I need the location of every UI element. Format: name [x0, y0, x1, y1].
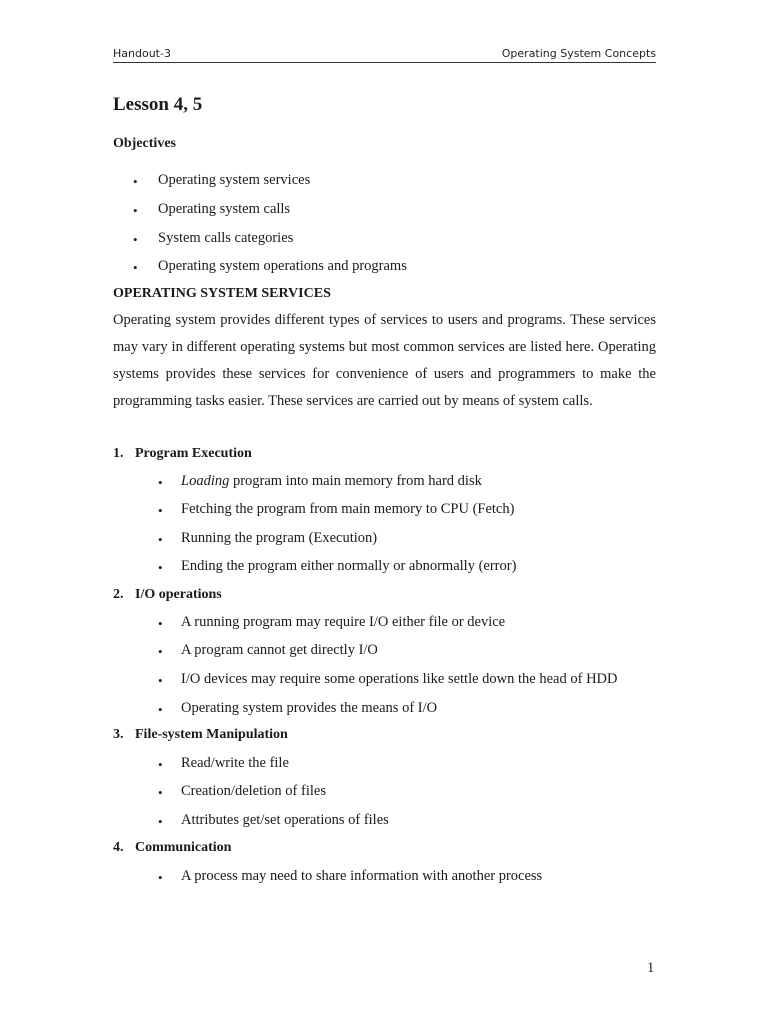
bullet-icon: • — [158, 644, 163, 659]
subsection-title: Communication — [135, 840, 232, 855]
bullet-icon: • — [133, 174, 138, 189]
bullet-icon: • — [158, 757, 163, 772]
objective-item: Operating system calls — [158, 201, 291, 217]
bullet-icon: • — [158, 870, 163, 885]
list-item: A running program may require I/O either file or device — [181, 614, 506, 630]
list-item: I/O devices may require some operations like settle down the head of HDD — [181, 671, 618, 687]
header-right-text: Operating System Concepts — [501, 47, 656, 60]
page-number: 1 — [647, 960, 655, 976]
bullet-icon: • — [133, 232, 138, 247]
list-item: Running the program (Execution) — [181, 530, 378, 546]
list-item: Fetching the program from main memory to CPU (Fetch) — [181, 501, 515, 517]
bullet-icon: • — [158, 673, 163, 688]
list-item: Operating system provides the means of I/O — [181, 700, 438, 716]
objective-item: System calls categories — [158, 230, 294, 246]
bullet-icon: • — [158, 532, 163, 547]
list-item: A process may need to share information with another process — [181, 868, 543, 884]
subsection-number: 4. — [113, 840, 124, 855]
bullet-icon: • — [158, 503, 163, 518]
header-left-text: Handout-3 — [113, 47, 171, 60]
bullet-icon: • — [158, 702, 163, 717]
bullet-icon: • — [133, 203, 138, 218]
list-item: Creation/deletion of files — [181, 783, 326, 799]
section-paragraph: Operating system provides different types of services to users and programs. These services may vary in different operating systems but most common services are listed here. Operating systems provides these services for convenience of users and programmers to make the programming tasks easier. These services are carried out by means of system calls. — [113, 312, 656, 409]
lesson-title: Lesson 4, 5 — [113, 94, 203, 115]
list-item — [181, 473, 482, 490]
objective-item: Operating system operations and programs — [158, 258, 407, 274]
subsection-number: 3. — [113, 727, 124, 742]
section-heading: OPERATING SYSTEM SERVICES — [113, 286, 331, 301]
subsection-number: 2. — [113, 587, 124, 602]
objectives-heading: Objectives — [113, 136, 176, 151]
objective-item: Operating system services — [158, 172, 311, 188]
bullet-icon: • — [158, 785, 163, 800]
emphasis-text: Loading — [181, 473, 230, 489]
bullet-icon: • — [158, 475, 163, 490]
bullet-icon: • — [133, 260, 138, 275]
subsection-title: File-system Manipulation — [135, 727, 288, 742]
bullet-icon: • — [158, 616, 163, 631]
list-item: Read/write the file — [181, 755, 289, 771]
list-item: Ending the program either normally or abnormally (error) — [181, 558, 517, 574]
subsection-title: Program Execution — [135, 446, 252, 461]
list-item-text: program into main memory from hard disk — [232, 473, 482, 489]
page-header — [113, 45, 656, 63]
bullet-icon: • — [158, 814, 163, 829]
bullet-icon: • — [158, 560, 163, 575]
list-item: Attributes get/set operations of files — [181, 812, 389, 828]
subsection-title: I/O operations — [135, 587, 222, 602]
list-item: A program cannot get directly I/O — [181, 642, 378, 658]
subsection-number: 1. — [113, 446, 124, 461]
